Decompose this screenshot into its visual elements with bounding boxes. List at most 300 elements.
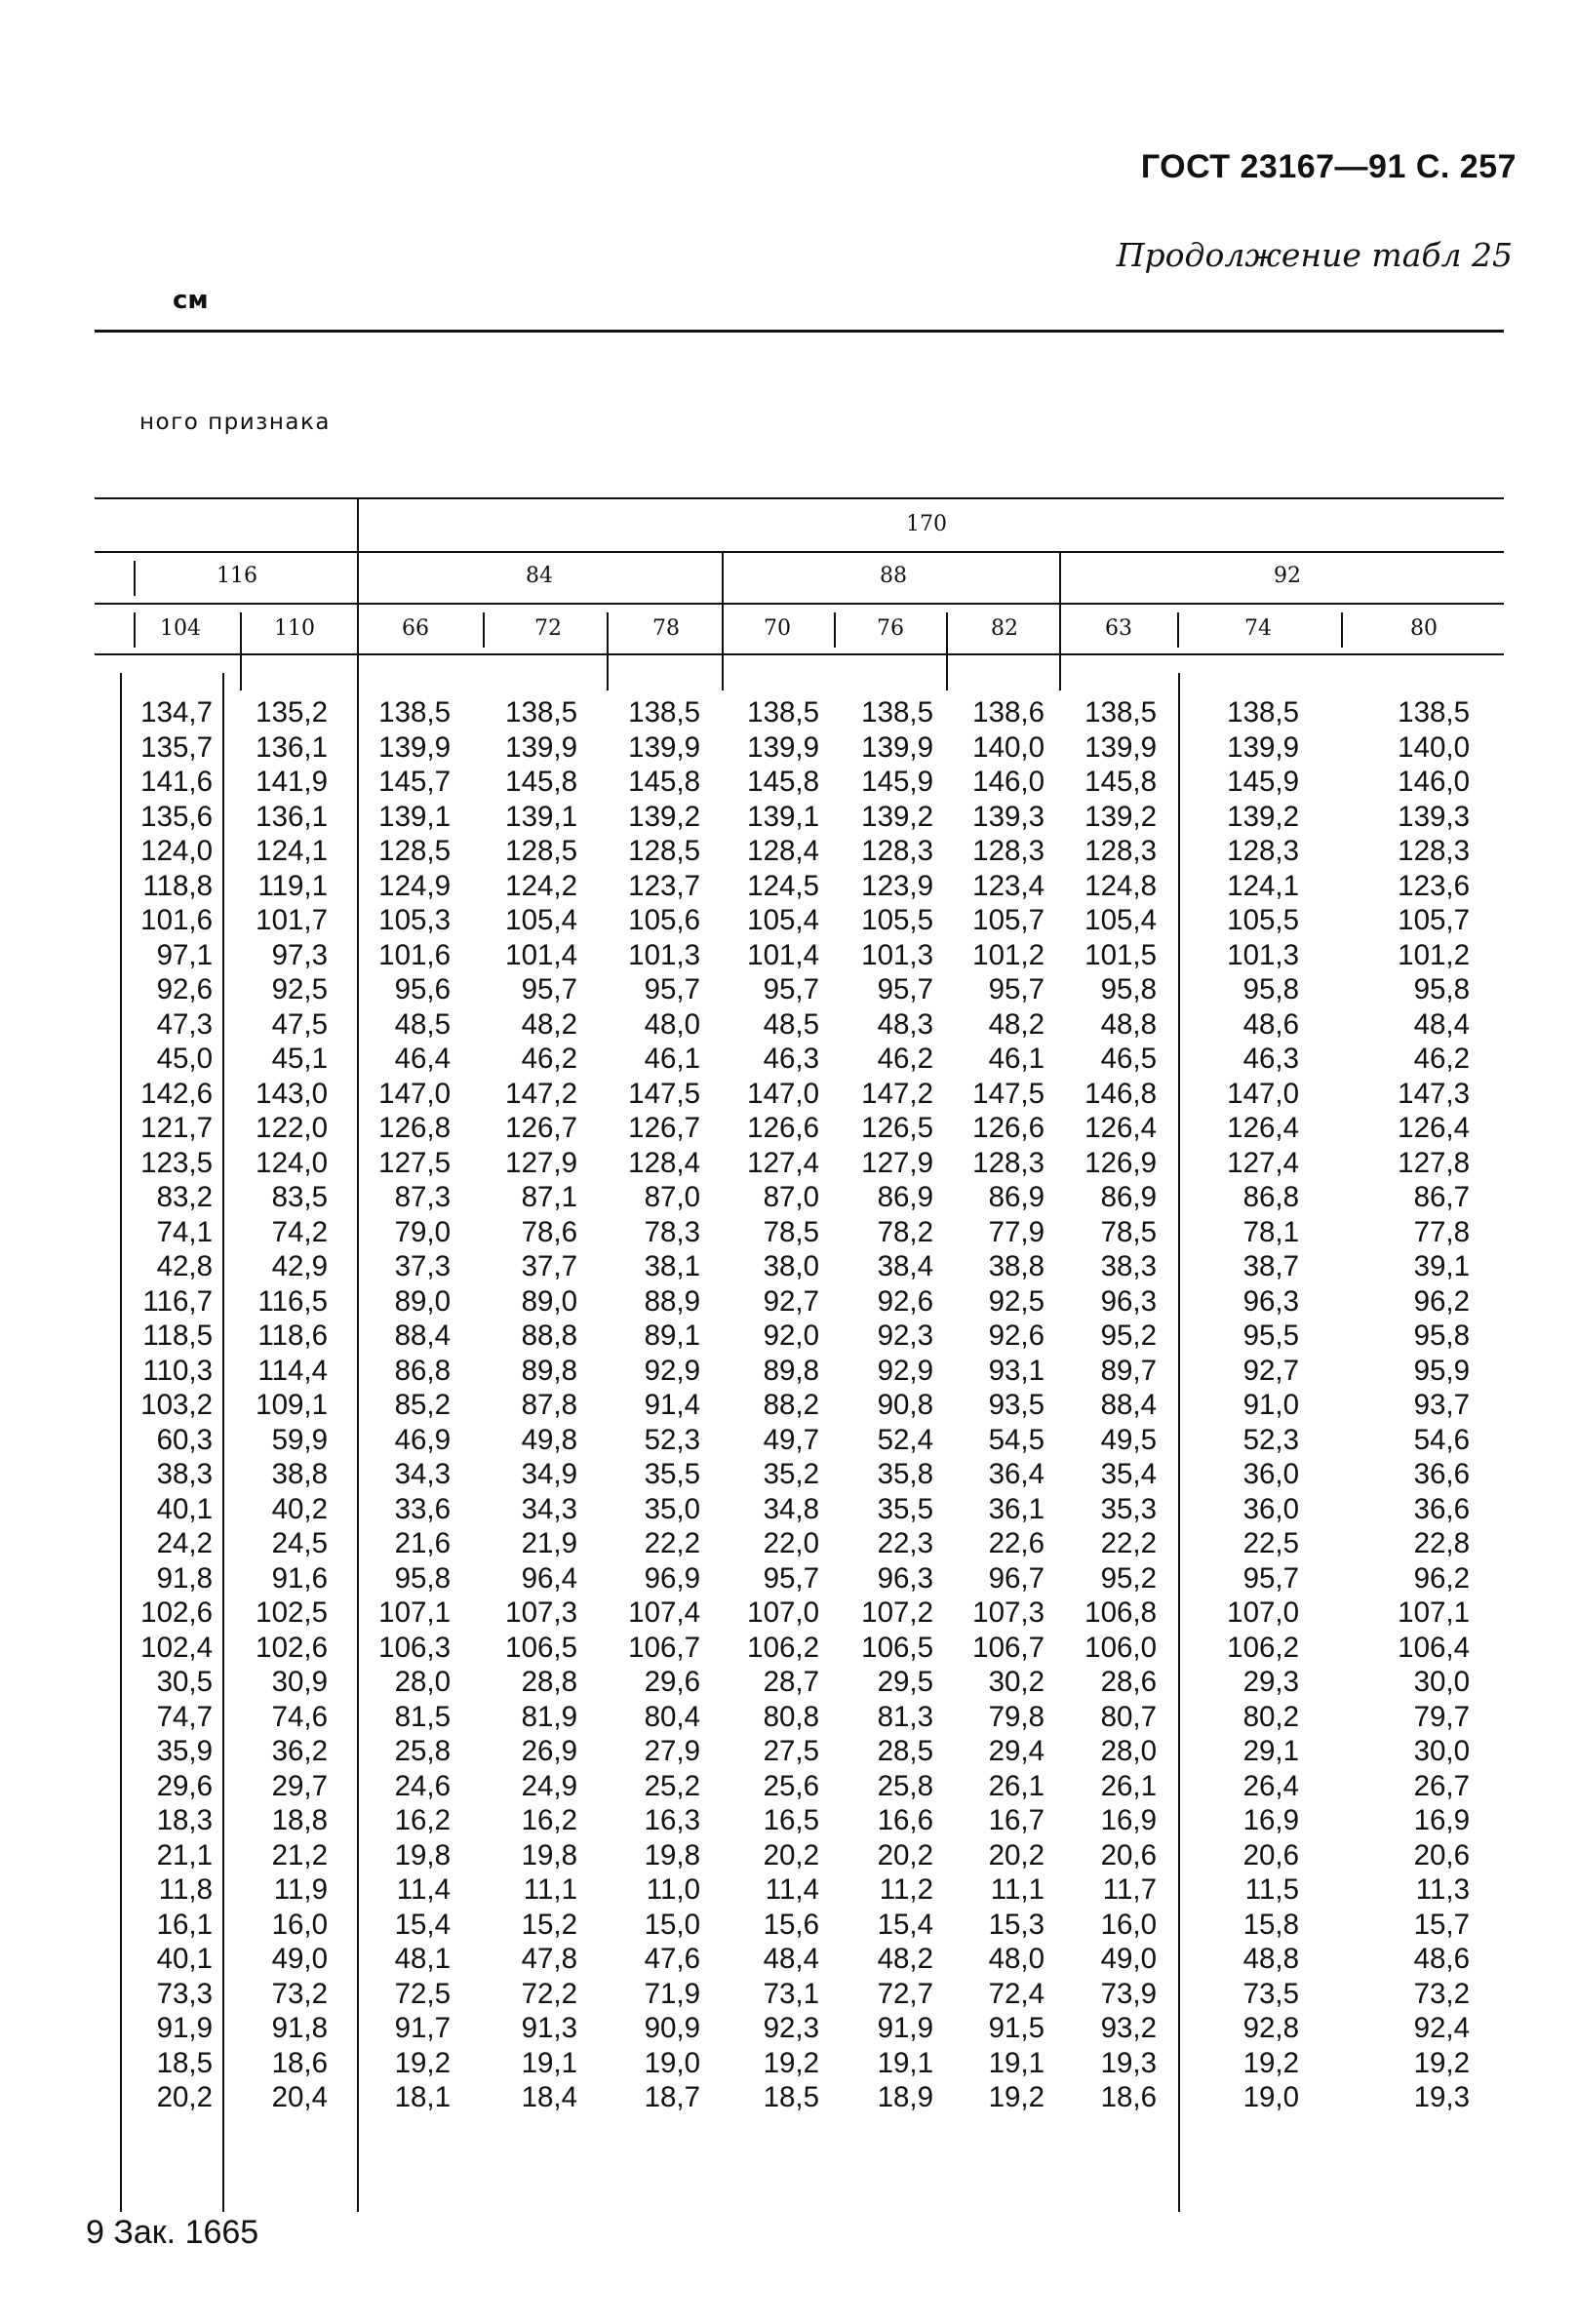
table-cell: 109,1 [256,1389,328,1421]
table-cell: 106,4 [1398,1631,1470,1664]
table-cell: 29,6 [156,1769,213,1802]
table-cell: 135,7 [140,730,213,764]
table-cell: 124,5 [747,869,819,902]
table-cell: 139,3 [972,800,1045,833]
table-cell: 77,9 [988,1215,1045,1248]
table-cell: 101,2 [972,938,1045,971]
table-cell: 38,8 [988,1250,1045,1282]
table-cell: 47,6 [644,1943,700,1975]
table-cell: 93,5 [988,1389,1045,1421]
table-cell: 19,1 [877,2046,933,2079]
table-cell: 48,4 [763,1943,819,1975]
table-cell: 87,3 [394,1181,451,1213]
data-column [829,695,933,2115]
table-cell: 147,2 [505,1077,577,1110]
table-cell: 105,5 [861,904,933,936]
table-cell: 107,3 [972,1596,1045,1629]
table-cell: 101,7 [256,904,328,936]
table-cell: 36,4 [988,1458,1045,1490]
table-cell: 123,4 [972,869,1045,902]
table-cell: 28,0 [1100,1735,1157,1767]
table-cell: 81,3 [877,1700,933,1733]
table-cell: 37,7 [521,1250,577,1282]
table-cell: 19,1 [521,2046,577,2079]
table-cell: 18,3 [156,1804,213,1836]
table-cell: 102,6 [140,1596,213,1629]
header-divider [722,553,724,690]
table-cell: 124,1 [256,835,328,867]
table-cell: 91,7 [394,2012,451,2044]
table-cell: 72,4 [988,1977,1045,2010]
sub-header: 70 [764,616,791,641]
table-cell: 18,6 [1100,2081,1157,2113]
table-cell: 81,5 [394,1700,451,1733]
table-cell: 138,5 [505,696,577,729]
table-cell: 29,1 [1242,1735,1299,1767]
table-cell: 95,8 [1242,973,1299,1005]
table-cell: 16,2 [394,1804,451,1836]
table-cell: 18,5 [156,2046,213,2079]
table-cell: 42,8 [156,1250,213,1282]
table-cell: 106,5 [861,1631,933,1664]
table-cell: 74,7 [156,1700,213,1733]
table-cell: 86,7 [1413,1181,1470,1213]
table-cell: 73,2 [1413,1977,1470,2010]
table-cell: 28,6 [1100,1666,1157,1698]
table-cell: 52,4 [877,1423,933,1456]
table-cell: 11,4 [765,1873,819,1906]
table-cell: 87,0 [763,1181,819,1213]
table-cell: 92,5 [271,973,328,1005]
table-cell: 35,8 [877,1458,933,1490]
table-cell: 26,9 [521,1735,577,1767]
table-cell: 128,5 [628,835,700,867]
table-cell: 29,5 [877,1666,933,1698]
table-cell: 88,4 [394,1320,451,1352]
table-cell: 143,0 [256,1077,328,1110]
table-cell: 18,6 [271,2046,328,2079]
table-cell: 22,0 [763,1527,819,1559]
table-cell: 11,1 [990,1873,1045,1906]
table-cell: 54,5 [988,1423,1045,1456]
header-divider [483,612,485,648]
table-cell: 28,5 [877,1735,933,1767]
table-cell: 19,2 [1413,2046,1470,2079]
document-id: ГОСТ 23167—91 С. 257 [1140,148,1517,185]
table-cell: 48,4 [1413,1007,1470,1041]
table-cell: 110,3 [142,1354,213,1387]
table-cell: 25,6 [763,1769,819,1802]
table-cell: 128,5 [378,835,451,867]
table-cell: 49,0 [271,1943,328,1975]
table-cell: 25,8 [394,1735,451,1767]
table-cell: 27,5 [763,1735,819,1767]
table-cell: 145,7 [378,766,451,798]
table-cell: 79,8 [988,1700,1045,1733]
table-cell: 139,2 [1084,800,1157,833]
table-cell: 78,5 [763,1215,819,1248]
table-cell: 37,3 [394,1250,451,1282]
table-cell: 122,0 [256,1112,328,1144]
group-header: 84 [526,564,553,588]
table-cell: 118,5 [142,1320,213,1352]
table-cell: 78,6 [521,1215,577,1248]
table-cell: 19,3 [1100,2046,1157,2079]
table-cell: 139,9 [378,730,451,764]
table-cell: 146,0 [1398,766,1470,798]
table-cell: 106,7 [972,1631,1045,1664]
header-divider [134,612,136,648]
table-cell: 139,2 [1227,800,1299,833]
table-cell: 107,1 [1398,1596,1470,1629]
table-cell: 138,5 [1227,696,1299,729]
table-cell: 146,0 [972,766,1045,798]
table-cell: 80,2 [1242,1700,1299,1733]
table-cell: 24,2 [156,1527,213,1559]
table-cell: 93,1 [988,1354,1045,1387]
data-column [599,695,700,2115]
table-cell: 139,2 [861,800,933,833]
table-cell: 138,5 [747,696,819,729]
table-cell: 48,2 [877,1943,933,1975]
table-cell: 114,4 [257,1354,328,1387]
table-cell: 22,2 [644,1527,700,1559]
table-cell: 16,9 [1413,1804,1470,1836]
table-cell: 16,1 [156,1908,213,1941]
data-column [351,695,451,2115]
table-cell: 101,4 [505,938,577,971]
table-cell: 36,0 [1242,1492,1299,1525]
table-cell: 145,9 [861,766,933,798]
table-cell: 145,8 [505,766,577,798]
table-cell: 73,9 [1100,1977,1157,2010]
table-cell: 34,9 [521,1458,577,1490]
table-cell: 46,9 [394,1423,451,1456]
table-cell: 29,4 [988,1735,1045,1767]
table-cell: 96,3 [1100,1284,1157,1318]
table-cell: 92,9 [877,1354,933,1387]
header-divider [946,612,948,690]
table-cell: 20,2 [156,2081,213,2113]
table-cell: 21,9 [521,1527,577,1559]
table-cell: 116,5 [257,1284,328,1318]
table-cell: 147,2 [861,1077,933,1110]
table-cell: 73,5 [1242,1977,1299,2010]
table-cell: 92,8 [1242,2012,1299,2044]
table-cell: 93,2 [1100,2012,1157,2044]
table-cell: 145,8 [1084,766,1157,798]
table-cell: 81,9 [521,1700,577,1733]
table-cell: 93,7 [1413,1389,1470,1421]
table-cell: 123,9 [861,869,933,902]
table-cell: 38,8 [271,1458,328,1490]
table-cell: 105,7 [1398,904,1470,936]
table-cell: 19,2 [1242,2046,1299,2079]
table-cell: 24,5 [271,1527,328,1559]
table-cell: 106,5 [505,1631,577,1664]
table-cell: 30,2 [988,1666,1045,1698]
table-cell: 87,8 [521,1389,577,1421]
table-cell: 30,0 [1413,1666,1470,1698]
table-cell: 105,7 [972,904,1045,936]
table-cell: 128,3 [1227,835,1299,867]
table-cell: 97,3 [271,938,328,971]
table-cell: 72,5 [394,1977,451,2010]
table-cell: 95,8 [1413,1320,1470,1352]
table-cell: 123,5 [140,1146,213,1179]
table-cell: 139,9 [1227,730,1299,764]
table-cell: 139,1 [747,800,819,833]
table-cell: 18,1 [394,2081,451,2113]
table-cell: 85,2 [394,1389,451,1421]
table-cell: 29,6 [644,1666,700,1698]
table-cell: 128,3 [1084,835,1157,867]
table-cell: 88,4 [1100,1389,1157,1421]
header-170: 170 [906,512,947,536]
table-cell: 140,0 [972,730,1045,764]
table-cell: 134,7 [140,696,213,729]
table-cell: 11,5 [1244,1873,1299,1906]
table-cell: 47,8 [521,1943,577,1975]
table-cell: 30,9 [271,1666,328,1698]
table-cell: 128,5 [505,835,577,867]
table-cell: 19,0 [644,2046,700,2079]
table-cell: 90,8 [877,1389,933,1421]
header-rule [95,330,1504,333]
table-cell: 116,7 [142,1284,213,1318]
table-cell: 72,2 [521,1977,577,2010]
table-cell: 20,6 [1242,1838,1299,1871]
unit-label: см [173,286,209,315]
table-cell: 138,5 [628,696,700,729]
footer-order-number: 9 Зак. 1665 [86,2214,259,2251]
table-cell: 147,5 [628,1077,700,1110]
table-cell: 87,1 [521,1181,577,1213]
table-cell: 126,8 [378,1112,451,1144]
header-divider [1059,553,1061,690]
table-cell: 78,1 [1242,1215,1299,1248]
table-cell: 107,0 [747,1596,819,1629]
table-cell: 105,6 [628,904,700,936]
table-cell: 40,2 [271,1492,328,1525]
table-cell: 127,4 [747,1146,819,1179]
table-cell: 91,9 [877,2012,933,2044]
table-cell: 92,7 [763,1284,819,1318]
table-cell: 92,0 [763,1320,819,1352]
table-cell: 24,6 [394,1769,451,1802]
table-cell: 147,5 [972,1077,1045,1110]
table-cell: 95,2 [1100,1320,1157,1352]
table-cell: 46,4 [394,1043,451,1075]
table-cell: 49,8 [521,1423,577,1456]
table-cell: 138,5 [378,696,451,729]
group-header: 116 [217,564,257,588]
table-cell: 78,3 [644,1215,700,1248]
data-column [717,695,819,2115]
table-cell: 101,6 [378,938,451,971]
table-cell: 127,9 [505,1146,577,1179]
table-cell: 89,8 [763,1354,819,1387]
table-cell: 105,4 [1084,904,1157,936]
table-cell: 106,0 [1084,1631,1157,1664]
table-cell: 26,1 [988,1769,1045,1802]
table-cell: 16,3 [644,1804,700,1836]
table-cell: 83,2 [156,1181,213,1213]
table-cell: 92,6 [877,1284,933,1318]
table-cell: 88,2 [763,1389,819,1421]
table-cell: 96,9 [644,1561,700,1595]
table-cell: 92,6 [156,973,213,1005]
table-cell: 22,5 [1242,1527,1299,1559]
table-cell: 36,6 [1413,1458,1470,1490]
table-cell: 95,7 [877,973,933,1005]
header-divider [134,561,136,596]
table-cell: 135,2 [256,696,328,729]
table-cell: 124,9 [378,869,451,902]
table-cell: 52,3 [644,1423,700,1456]
table-cell: 139,9 [747,730,819,764]
data-column [1200,695,1299,2115]
table-cell: 124,2 [505,869,577,902]
table-rule-3 [95,653,1504,655]
table-cell: 106,7 [628,1631,700,1664]
sub-header: 72 [534,616,562,641]
table-cell: 48,1 [394,1943,451,1975]
table-cell: 107,3 [505,1596,577,1629]
table-cell: 124,0 [256,1146,328,1179]
table-cell: 127,8 [1398,1146,1470,1179]
table-cell: 11,9 [273,1873,328,1906]
table-cell: 91,3 [521,2012,577,2044]
table-cell: 128,3 [861,835,933,867]
table-cell: 128,4 [628,1146,700,1179]
table-cell: 96,2 [1413,1284,1470,1318]
table-cell: 11,4 [396,1873,451,1906]
table-cell: 48,0 [988,1943,1045,1975]
table-cell: 126,6 [972,1112,1045,1144]
table-cell: 27,9 [644,1735,700,1767]
table-cell: 72,7 [877,1977,933,2010]
table-cell: 74,2 [271,1215,328,1248]
table-cell: 95,7 [1242,1561,1299,1595]
table-continuation-label: Продолжение табл 25 [1116,236,1513,274]
table-cell: 106,3 [378,1631,451,1664]
table-cell: 127,5 [378,1146,451,1179]
data-column [227,695,328,2115]
table-cell: 91,8 [271,2012,328,2044]
table-cell: 147,3 [1398,1077,1470,1110]
table-cell: 141,9 [256,766,328,798]
table-cell: 29,3 [1242,1666,1299,1698]
table-cell: 15,2 [521,1908,577,1941]
table-cell: 88,8 [521,1320,577,1352]
table-cell: 107,4 [628,1596,700,1629]
table-cell: 46,1 [988,1043,1045,1075]
table-cell: 11,2 [879,1873,933,1906]
table-cell: 86,8 [1242,1181,1299,1213]
table-cell: 45,0 [156,1043,213,1075]
table-cell: 30,0 [1413,1735,1470,1767]
table-cell: 16,6 [877,1804,933,1836]
table-cell: 127,9 [861,1146,933,1179]
table-cell: 78,2 [877,1215,933,1248]
table-cell: 89,0 [521,1284,577,1318]
table-cell: 91,4 [644,1389,700,1421]
table-cell: 124,1 [1227,869,1299,902]
table-cell: 83,5 [271,1181,328,1213]
table-cell: 46,5 [1100,1043,1157,1075]
table-cell: 28,7 [763,1666,819,1698]
sub-header: 63 [1105,616,1132,641]
table-cell: 91,0 [1242,1389,1299,1421]
table-cell: 35,9 [156,1735,213,1767]
table-cell: 19,2 [763,2046,819,2079]
table-cell: 48,6 [1242,1007,1299,1041]
table-cell: 15,4 [877,1908,933,1941]
table-cell: 49,5 [1100,1423,1157,1456]
table-cell: 48,2 [988,1007,1045,1041]
table-cell: 126,7 [628,1112,700,1144]
table-cell: 92,4 [1413,2012,1470,2044]
table-cell: 89,1 [644,1320,700,1352]
table-cell: 146,8 [1084,1077,1157,1110]
table-cell: 18,7 [644,2081,700,2113]
table-cell: 92,3 [763,2012,819,2044]
sub-header: 74 [1244,616,1272,641]
table-cell: 91,6 [271,1561,328,1595]
table-cell: 19,8 [644,1838,700,1871]
table-cell: 18,4 [521,2081,577,2113]
data-column [1370,695,1470,2115]
table-cell: 128,3 [1398,835,1470,867]
header-divider [240,612,242,690]
table-cell: 34,8 [763,1492,819,1525]
table-cell: 18,8 [271,1804,328,1836]
table-cell: 36,0 [1242,1458,1299,1490]
table-cell: 20,6 [1100,1838,1157,1871]
table-cell: 139,9 [861,730,933,764]
table-cell: 48,8 [1100,1007,1157,1041]
table-cell: 102,4 [140,1631,213,1664]
table-cell: 147,0 [747,1077,819,1110]
body-divider [222,673,224,2212]
table-cell: 89,0 [394,1284,451,1318]
sub-header: 110 [274,616,315,641]
table-cell: 79,0 [394,1215,451,1248]
table-cell: 22,3 [877,1527,933,1559]
table-cell: 95,9 [1413,1354,1470,1387]
sub-header: 76 [877,616,904,641]
table-cell: 101,3 [628,938,700,971]
header-divider [1177,612,1179,648]
table-cell: 15,0 [644,1908,700,1941]
table-cell: 126,4 [1084,1112,1157,1144]
table-cell: 92,3 [877,1320,933,1352]
table-cell: 16,7 [988,1804,1045,1836]
table-cell: 138,5 [1398,696,1470,729]
table-cell: 92,9 [644,1354,700,1387]
table-cell: 126,7 [505,1112,577,1144]
table-cell: 105,5 [1227,904,1299,936]
table-cell: 60,3 [156,1423,213,1456]
table-cell: 59,9 [271,1423,328,1456]
table-cell: 136,1 [256,800,328,833]
table-cell: 19,2 [988,2081,1045,2113]
table-cell: 21,6 [394,1527,451,1559]
body-divider [1178,673,1180,2212]
table-cell: 95,7 [763,1561,819,1595]
data-column [475,695,577,2115]
